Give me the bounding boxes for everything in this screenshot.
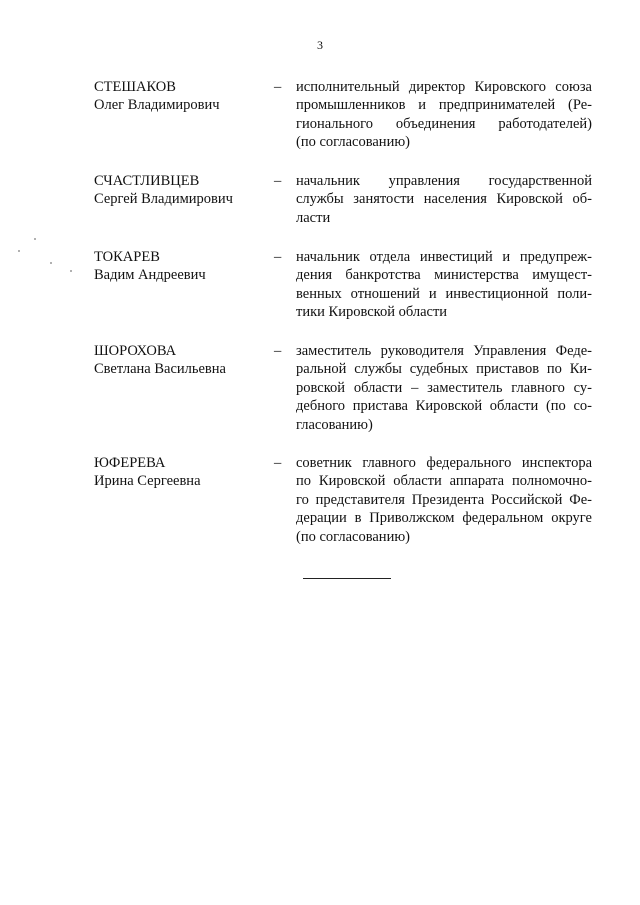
role-line: (по согласованию): [296, 528, 410, 545]
member-name: [94, 172, 264, 208]
member-role: [296, 78, 592, 152]
member-surname: ЮФЕРЕВА: [94, 455, 166, 471]
role-line: начальник отдела инвестиций и предупреж-: [296, 249, 592, 265]
page-number: 3: [317, 38, 323, 52]
role-line: ровской области – заместитель главного су-: [296, 379, 592, 396]
entry-dash: –: [274, 455, 282, 471]
member-name: [94, 342, 264, 378]
scan-speck: [18, 250, 20, 252]
member-role: [296, 248, 592, 322]
member-name: [94, 248, 264, 284]
member-given-names: Светлана Васильевна: [94, 361, 226, 377]
role-line: дения банкротства министерства имущест-: [296, 267, 592, 284]
member-entry: [94, 454, 594, 546]
role-line: исполнительный директор Кировского союза: [296, 79, 592, 95]
role-line: промышленников и предпринимателей (Ре-: [296, 97, 592, 114]
role-line: начальник управления государственной: [296, 173, 592, 189]
member-surname: ТОКАРЕВ: [94, 249, 160, 265]
member-given-names: Сергей Владимирович: [94, 191, 233, 207]
member-given-names: Ирина Сергеевна: [94, 473, 201, 489]
role-line: ральной службы судебных приставов по Ки-: [296, 361, 592, 378]
scan-speck: [50, 262, 52, 264]
member-entry: [94, 248, 594, 322]
role-line: ласти: [296, 209, 331, 226]
entry-dash: –: [274, 173, 282, 189]
role-line: заместитель руководителя Управления Феде-: [296, 343, 592, 359]
role-line: го представителя Президента Российской Фе-: [296, 491, 592, 508]
role-line: гласованию): [296, 416, 373, 433]
member-role: [296, 172, 592, 227]
member-surname: СТЕШАКОВ: [94, 79, 176, 95]
member-name: [94, 78, 264, 114]
member-role: [296, 454, 592, 546]
role-line: (по согласованию): [296, 134, 410, 151]
role-line: дерации в Приволжском федеральном округе: [296, 510, 592, 527]
scan-speck: [70, 270, 72, 272]
role-line: дебного пристава Кировской области (по со-: [296, 398, 592, 415]
member-entry: [94, 342, 594, 434]
member-entry: [94, 78, 594, 152]
closing-rule: [303, 578, 391, 579]
member-name: [94, 454, 264, 490]
member-role: [296, 342, 592, 434]
member-entry: [94, 172, 594, 227]
role-line: тики Кировской области: [296, 304, 448, 321]
role-line: по Кировской области аппарата полномочно-: [296, 473, 592, 490]
entry-dash: –: [274, 343, 282, 359]
scan-speck: [34, 238, 36, 240]
role-line: советник главного федерального инспектора: [296, 455, 592, 471]
role-line: службы занятости населения Кировской об-: [296, 191, 592, 208]
member-surname: СЧАСТЛИВЦЕВ: [94, 173, 200, 189]
member-given-names: Вадим Андреевич: [94, 267, 206, 283]
entry-dash: –: [274, 79, 282, 95]
member-given-names: Олег Владимирович: [94, 97, 220, 113]
role-line: венных отношений и инвестиционной поли-: [296, 285, 592, 302]
entry-dash: –: [274, 249, 282, 265]
role-line: гионального объединения работодателей): [296, 115, 592, 132]
member-surname: ШОРОХОВА: [94, 343, 177, 359]
